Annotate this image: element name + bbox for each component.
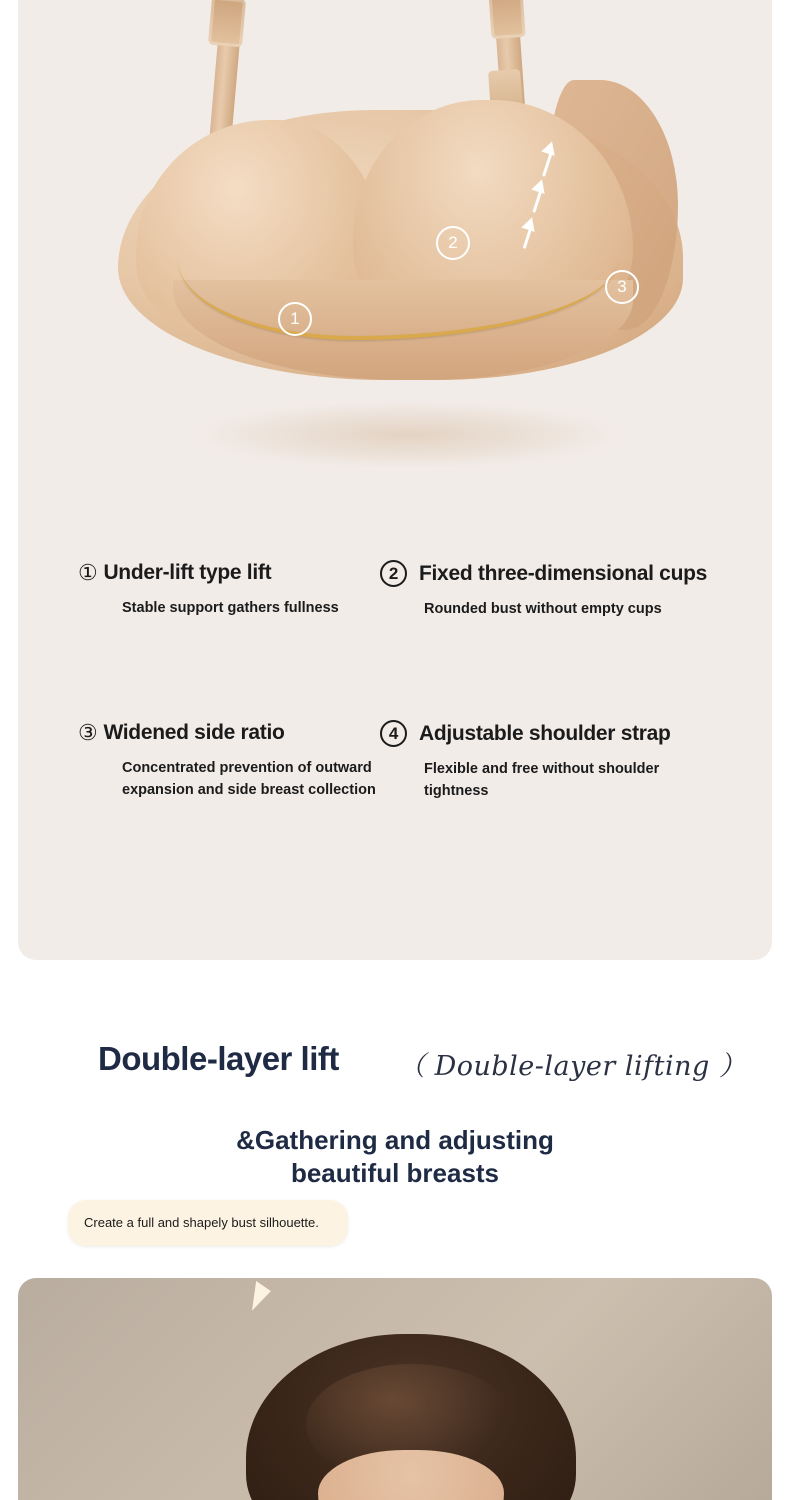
feature-item-1 — [78, 560, 418, 620]
feature-item-4 — [380, 720, 720, 803]
feature-1-title: Under-lift type lift — [103, 561, 272, 584]
callout-tail — [252, 1281, 272, 1313]
image-marker-2-label: 2 — [448, 233, 458, 252]
product-image-stage — [18, 0, 772, 520]
strap-slider-left — [208, 0, 246, 47]
feature-2-title: Fixed three-dimensional cups — [419, 561, 707, 585]
feature-3-number: ③ — [78, 720, 98, 745]
feature-2-title-row — [380, 560, 720, 587]
image-marker-1 — [278, 302, 312, 336]
feature-4-title-row — [380, 720, 720, 747]
strap-slider-right — [488, 0, 525, 39]
image-marker-3 — [605, 270, 639, 304]
feature-row-2 — [18, 720, 772, 890]
heading-line — [98, 1040, 790, 1102]
image-marker-3-label: 3 — [617, 277, 627, 296]
feature-1-description: Stable support gathers fullness — [122, 600, 339, 616]
heading-main: Double-layer lift — [98, 1040, 339, 1077]
heading-subtitle-line1: &Gathering and adjusting — [236, 1125, 554, 1155]
lift-arrows-icon — [518, 145, 578, 255]
image-marker-2 — [436, 226, 470, 260]
callout-bubble — [68, 1200, 348, 1246]
feature-item-2 — [380, 560, 720, 621]
feature-2-description: Rounded bust without empty cups — [424, 601, 662, 617]
feature-3-description: Concentrated prevention of outward expansion and side breast collection — [122, 760, 376, 798]
callout-text: Create a full and shapely bust silhouette. — [84, 1215, 319, 1230]
section-heading-block — [0, 1040, 790, 1191]
heading-subtitle — [0, 1124, 790, 1191]
feature-list — [18, 560, 772, 890]
product-feature-card — [18, 0, 772, 960]
feature-1-number: ① — [78, 560, 98, 585]
feature-2-number: 2 — [380, 560, 407, 587]
heading-highlight — [96, 1078, 370, 1094]
feature-1-title-row — [78, 560, 418, 586]
feature-4-number: 4 — [380, 720, 407, 747]
feature-4-description: Flexible and free without shoulder tightness — [424, 761, 660, 799]
feature-4-title: Adjustable shoulder strap — [419, 721, 671, 745]
feature-item-3 — [78, 720, 418, 802]
feature-3-title-row — [78, 720, 418, 746]
bra-illustration — [118, 0, 678, 430]
product-reflection — [188, 400, 628, 470]
feature-3-title: Widened side ratio — [103, 721, 285, 744]
heading-subtitle-line2: beautiful breasts — [290, 1158, 500, 1189]
feature-row-1 — [18, 560, 772, 720]
image-marker-1-label: 1 — [290, 309, 300, 328]
callout-wrapper — [18, 1215, 398, 1338]
heading-alt: （ Double-layer lifting ） — [398, 1051, 747, 1082]
